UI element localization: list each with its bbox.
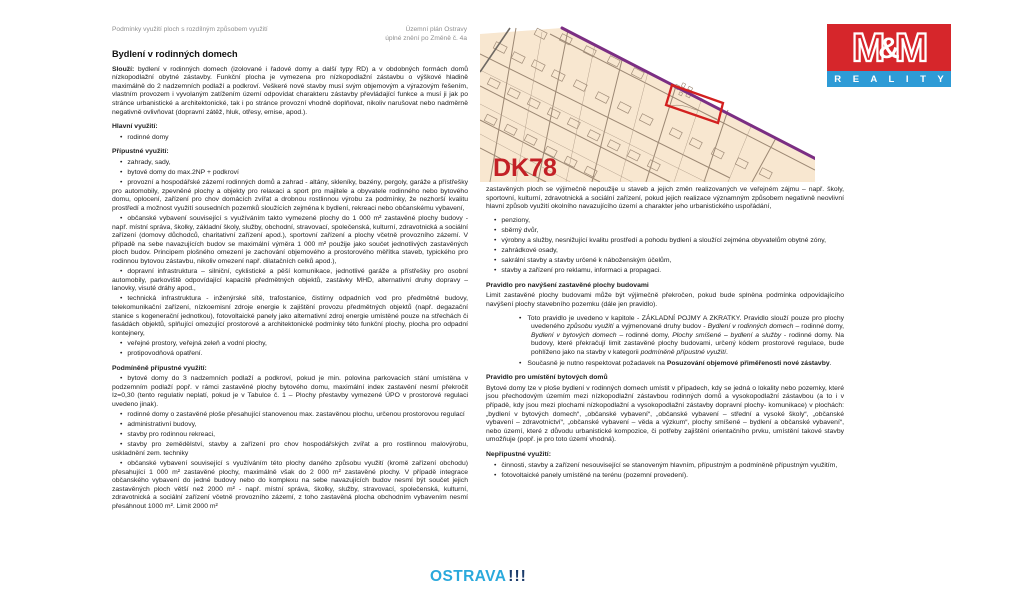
- bullet-icon: •: [494, 236, 497, 244]
- section-heading-inadmissible: Nepřípustné využití:: [486, 450, 551, 458]
- bullet-icon: •: [120, 431, 123, 439]
- mm-logo-top: [827, 24, 951, 71]
- header-right-text: [300, 26, 467, 44]
- mm-logo-reality-bar: R E A L I T Y: [827, 71, 951, 87]
- main-use-list: [112, 134, 468, 143]
- list-item: • Toto pravidlo je uvedeno v kapitole - ZÁKLADNÍ POJMY A ZKRATKY. Pravidlo slouží pouze pro plochy uvedeného způsobu využití a vyjmenované druhy budov - Bydlení v rodinných domech – rodinné domy, Bydlení v bytových domech – rodinné domy, Plochy smíšené – bydlení a služby - rodinné domy. Na budovy, které překračují limit zastavěné plochy budovami, určený kódem prostorové regulace, bude pohlíženo jako na stavby v kategorii podmíněně přípustné využití.: [519, 314, 845, 356]
- list-item: • provozní a hospodářské zázemí rodinných domů a zahrad - altány, skleníky, bazény, pergoly, garáže a přístřešky pro automobily, zpevněné plochy a objekty pro relaxaci a sport pro majitele a obyvatele rodinného nebo bytového domu, oplocení, zařízení pro chov domácích zvířat a drobnou rostlinnou výrobu za podmínky, že nezhorší kvalitu prostředí a možnost využití sousedních pozemků sloužících zejména k bydlení, rekreaci nebo občanskému vybavení,: [112, 179, 468, 212]
- bullet-icon: •: [120, 421, 123, 429]
- list-item: • rodinné domy: [120, 133, 169, 141]
- ostrava-logo-bangs: !!!: [508, 568, 527, 585]
- ostrava-logo: [430, 568, 527, 586]
- section-heading-rule-flats: Pravidlo pro umístění bytových domů: [486, 374, 608, 382]
- list-item: • sakrální stavby a stavby určené k náboženským účelům,: [494, 257, 672, 265]
- list-item: • fotovoltaické panely umístěné na terénu (pozemní provedení).: [494, 471, 689, 479]
- bullet-icon: •: [494, 267, 497, 275]
- right-column: [486, 186, 844, 482]
- section-heading-main-use: Hlavní využití:: [112, 123, 158, 131]
- bullet-icon: •: [519, 314, 522, 322]
- list-item: • zahrady, sady,: [120, 158, 171, 166]
- permissible-list: [112, 159, 468, 359]
- list-item: • výrobny a služby, nesnižující kvalitu prostředí a pohodu bydlení a sloužící zejména obyvatelům obytné zóny,: [494, 236, 827, 244]
- list-item: • rodinné domy o zastavěné ploše přesahující stanovenou max. zastavěnou plochu, určenou prostorovou regulací: [120, 410, 465, 418]
- bullet-icon: •: [120, 349, 123, 357]
- list-item: • stavby a zařízení pro reklamu, informaci a propagaci.: [494, 267, 662, 275]
- bullet-icon: •: [120, 133, 123, 141]
- bullet-icon: •: [120, 179, 123, 187]
- page-title: Bydlení v rodinných domech: [112, 49, 238, 59]
- bullet-icon: •: [120, 215, 123, 222]
- bullet-icon: •: [120, 410, 123, 418]
- rule-flats-paragraph: Bytové domy lze v ploše bydlení v rodinných domech umístit v případech, kdy se jedná o lokality nebo pozemky, které jsou přechodovým územím mezi nízkopodlažní zástavbou rodinných domů a vysokopodlažní zástavbou (a to i v případě, kdy jsou mezi plochami nízkopodlažní a vysokopodlažní zástavby dopravní plochy- komunikace) v plochách: „bydlení v bytových domech“, „občanské vybavení“, „občanské vybavení – střední a vysoké školy“, „občanské vybavení – zdravotnictví“, „občanské vybavení – věda a výzkum“, plochy smíšené – bydlení a občanské vybavení“, nebo území, které z důvodu urbanistické kompozice, či potřeby zajištění orientačního prvku, umístění takové stavby umožňuje (popř. je pro toto území vhodná).: [486, 384, 844, 444]
- intro-paragraph: Slouží: bydlení v rodinných domech (izolované i řadové domy a další typy RD) a v obdobných formách domů nízkopodlažní obytné zástavby. Funkční plocha je vymezena pro nízkopodlažní zástavbu o výškové hladině maximálně do 2 nadzemních podlaží a podkroví. Veškeré nové stavby musí svým objemovým a výrazovým řešením, vlastním provozem i vyvolaným zatížením území odpovídat charakteru zástavby převládající funkce a musí ji jak po stránce urbanistické a architektonické, tak i po stránce provozní vhodně doplňovat, nikoliv narušovat nebo nadměrně negativně ovlivňovat (dopravní zátěž, hluk, otřesy, emise, apod.).: [112, 65, 468, 116]
- bullet-icon: •: [494, 471, 497, 479]
- zoning-map: [480, 8, 815, 182]
- bullet-icon: •: [494, 461, 497, 469]
- list-item: • činnosti, stavby a zařízení nesouvisející se stanoveným hlavním, přípustným a podmíněně přípustným využitím,: [494, 461, 838, 469]
- list-item: • protipovodňová opatření.: [120, 349, 203, 357]
- bullet-icon: •: [494, 257, 497, 265]
- left-column: [112, 50, 468, 513]
- list-item: • zahrádkové osady,: [494, 247, 558, 255]
- list-item: • administrativní budovy,: [120, 421, 197, 429]
- bullet-icon: •: [519, 359, 522, 367]
- list-item: • občanské vybavení související s využíváním takto vymezené plochy do 1 000 m² zastavěné plochy budovy - např. místní správa, školky, základní školy, služby, obchodní, stravovací, společenská, kulturní, zdravotnická a sociální zařízení (domovy důchodců, charitativní zařízení apod.), sportovní zařízení a plochy včetně provozního zázemí. V případě na sebe navazujících budov se maximální výměra 1 000 m² použije jako součet jednotlivých zastavěných ploch budov. Principem plošného omezení je zachování objemového a prostorového měřítka staveb, typického pro rodinnou bytovou zástavbu, nikoliv omezení např. dilatačních celků apod.),: [112, 215, 468, 265]
- list-item: • sběrný dvůr,: [494, 226, 539, 234]
- list-item: • Současně je nutno respektovat požadavek na Posuzování objemové přiměřenosti nové zástavby.: [519, 359, 832, 367]
- bullet-icon: •: [120, 339, 123, 347]
- list-item: • stavby pro zemědělství, stavby a zařízení pro chov hospodářských zvířat a pro rostlinnou malovýrobu, uskladnění zem. techniky: [112, 441, 468, 457]
- list-item: • občanské vybavení související s využíváním této plochy daného způsobu využití (kromě zařízení obchodu) přesahující 1 000 m² zastavěné plochy, maximálně však do 2 000 m² zastavěné plochy. V případě integrace občanského vybavení do jedné budovy nebo do komplexu na sebe navazujících budov nesmí být součet jejich zastavěných ploch větší než 2000 m² - např. místní správa, školky, služby, stravovací, společenská, kulturní, zdravotnická a sociální zařízení včetně provozního zázemí, z toho zastavěná plocha obchodním vybavením nesmí přesáhnout 1000 m². Limit 2000 m²: [112, 459, 468, 510]
- rule-area-list: [486, 315, 844, 369]
- mm-ampersand: &: [878, 31, 900, 65]
- bullet-icon: •: [120, 441, 123, 449]
- rule-area-intro: Limit zastavěné plochy budovami může být výjimečně překročen, pokud bude splněna podmínka odpovídajícího navýšení plochy stavebního pozemku (dále jen pravidlo).: [486, 292, 844, 309]
- list-item: • bytové domy do max.2NP + podkroví: [120, 169, 239, 177]
- ostrava-logo-text: OSTRAVA: [430, 568, 507, 585]
- bullet-icon: •: [120, 158, 123, 166]
- bullet-icon: •: [120, 169, 123, 177]
- header-right-line2: úplné znění po Změně č. 4a: [385, 34, 467, 42]
- list-item: • veřejné prostory, veřejná zeleň a vodní plochy,: [120, 339, 267, 347]
- list-item: • stavby pro rodinnou rekreaci,: [120, 431, 216, 439]
- mm-letter-m1: M: [851, 25, 884, 70]
- section-heading-conditional: Podmíněně přípustné využití:: [112, 364, 207, 372]
- mm-reality-logo: [827, 24, 951, 87]
- bullet-icon: •: [494, 216, 497, 224]
- map-area-code-label: DK78: [493, 154, 557, 182]
- bullet-icon: •: [494, 226, 497, 234]
- inadmissible-list: [486, 462, 844, 481]
- bullet-icon: •: [120, 375, 123, 383]
- list-item: • penziony,: [494, 216, 530, 224]
- mm-letter-m2: M: [894, 25, 927, 70]
- list-item: • dopravní infrastruktura – silniční, cyklistické a pěší komunikace, jednotlivé garáže a přístřešky pro osobní automobily, parkoviště odpovídající kapacitě předmětných objektů, zastávky MHD, alternativní druhy dopravy – lanovky, visuté dráhy apod.,: [112, 268, 468, 293]
- header-left-text: Podmínky využití ploch s rozdílným způsobem využití: [112, 26, 268, 33]
- bullet-icon: •: [120, 459, 123, 467]
- conditional-more-list: [486, 217, 844, 276]
- list-item: • bytové domy do 3 nadzemních podlaží a podkroví, pokud je min. polovina parkovacích stání umístěna v podzemním podlaží popř. v rámci zastavěné plochy bytového domu, maximální index zastavění nesmí překročit Iz=0,30 (tento regulativ neplatí, pokud je v Tabulce č. 1 – Plochy přestavby vymezené ÚPO v prostorové regulaci uvedeno jinak).: [112, 375, 468, 408]
- list-item: • technická infrastruktura - inženýrské sítě, trafostanice, čistírny odpadních vod pro předmětné budovy, telekomunikační zařízení, nízkoemisní zdroje energie k zajištění provozu předmětných objektů (např. degazační stanice s kogenerační jednotkou), fotovoltaické panely jako alternativní zdroj energie umístěné pouze na střechách či fasádách objektů, splňující omezující prostorové a architektonické podmínky této funkční plochy, plocha pro odpadní kontejnery,: [112, 295, 468, 337]
- header-right-line1: Územní plán Ostravy: [405, 26, 467, 33]
- section-heading-permissible: Přípustné využití:: [112, 148, 169, 156]
- zoning-map-svg: [480, 8, 815, 182]
- bullet-icon: •: [120, 268, 123, 276]
- conditional-list: [112, 375, 468, 511]
- conditional-continuation: zastavěných ploch se výjimečně nepoužije u staveb a jejich změn realizovaných ve veřejném zájmu – např. školy, sportovní, kulturní, zdravotnická a sociální zařízení, pokud jejich realizace významným způsobem negativně neovlivní hlavní způsob využití okolního navazujícího území a charakter jeho urbanistického uspořádání,: [486, 186, 844, 211]
- section-heading-rule-area: Pravidlo pro navýšení zastavěné plochy budovami: [486, 281, 649, 289]
- bullet-icon: •: [494, 247, 497, 255]
- bullet-icon: •: [120, 295, 123, 303]
